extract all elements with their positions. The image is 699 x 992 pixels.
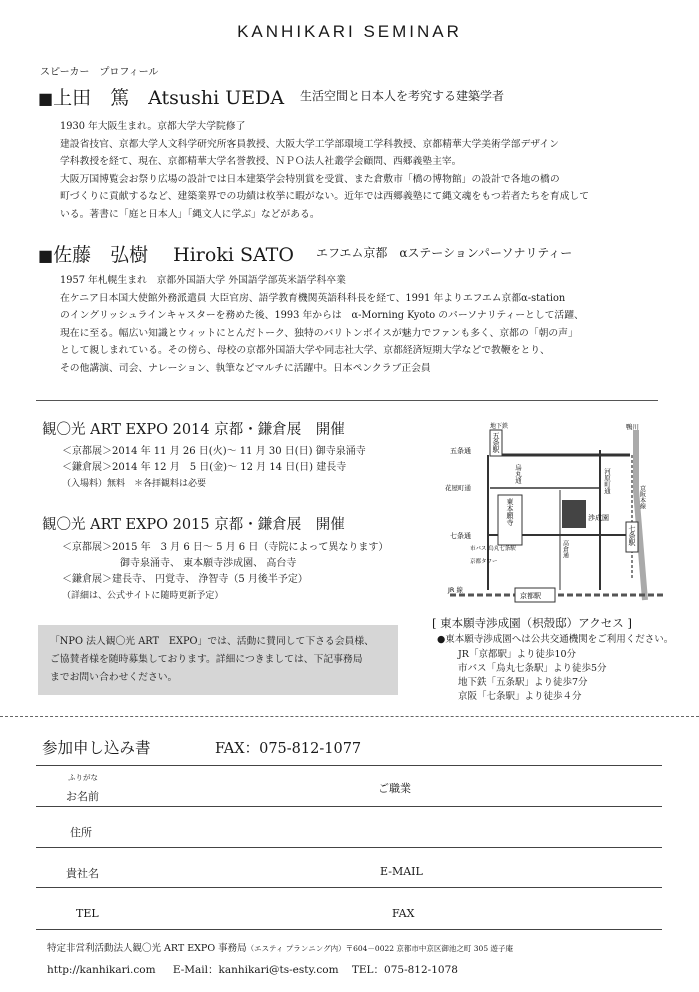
access-route: 市バス「烏丸七条駅」より徒歩5分 (458, 663, 607, 674)
schedule-line: 御寺泉涌寺、 東本願寺渉成園、 高台寺 (120, 558, 297, 569)
map-label-kaoku: 花屋町通 (445, 484, 471, 492)
schedule-line: ＜鎌倉展＞建長寺、 円覚寺、 浄智寺（5 月後半予定） (62, 574, 308, 585)
speaker-ueda-name (38, 83, 284, 110)
bio-line: 町づくりに貢献するなど、建築業界での功績は枚挙に暇がない。近年では西郷義塾にて縄文魂をもつ若者たちを育成して (60, 191, 590, 202)
member-recruit-box (38, 625, 398, 695)
river-shape (636, 430, 645, 600)
email-label: E-MAIL (380, 865, 423, 878)
schedule-line: ＜京都展＞2014 年 11 月 26 日(火)～ 11 月 30 日(日) 御寺泉涌寺 (62, 446, 366, 457)
page-title: KANHIKARI SEMINAR (237, 22, 462, 41)
recruit-line: ご協賛者様を随時募集しております。詳細につきましては、下記事務局 (50, 654, 363, 665)
speaker-sato-name (38, 240, 294, 267)
access-route: 地下鉄「五条駅」より徒歩7分 (458, 677, 588, 688)
access-routes (458, 648, 607, 704)
bio-line: 学科教授を経て、現在、京都精華大学名誉教授、ＮＰＯ法人社叢学会顧問、西郷義塾主宰。 (60, 156, 462, 167)
footer-org-detail: （エスティ プランニング内）〒604－0022 京都市中京区御池之町 305 遊子庵 (246, 944, 513, 953)
recruit-line: 「NPO 法人観〇光 ART EXPO」では、活動に賛同して下さる会員様、 (50, 636, 374, 647)
form-rule (36, 847, 662, 848)
speaker-sato-bio (60, 272, 584, 377)
footer-org-name: 特定非営利活動法人観〇光 ART EXPO 事務局 (47, 943, 247, 954)
application-fax-number: FAX：075-812-1077 (215, 741, 362, 757)
access-intro: ●東本願寺渉成園へは公共交通機関をご利用ください。 (437, 634, 674, 645)
map-label-karasuma: 烏丸通 (514, 464, 522, 484)
map-label-takakura: 高倉通 (561, 540, 569, 558)
expo-2014-heading: 観〇光 ART EXPO 2014 京都・鎌倉展 開催 (42, 422, 345, 438)
map-label-keihan-line: 京阪本線 (638, 485, 646, 509)
map-label-gojo-dori: 五条通 (450, 447, 471, 455)
shoseien-block (562, 500, 586, 528)
form-rule (36, 887, 662, 888)
access-heading: [ 東本願寺渉成園（枳殻邸）アクセス ] (432, 616, 632, 630)
expo-2015-note: （詳細は、公式サイトに随時更新予定） (62, 591, 224, 601)
access-route: JR「京都駅」より徒歩10分 (458, 649, 577, 660)
footer-organization (47, 940, 513, 954)
map-label-shichijo-dori: 七条通 (450, 532, 471, 540)
section-divider (36, 400, 658, 401)
speaker-ueda-role: 生活空間と日本人を考究する建築学者 (300, 89, 505, 103)
expo-2014-schedule (62, 444, 366, 492)
map-label-subway: 地下鉄 (490, 423, 509, 430)
expo-2015-schedule (62, 540, 388, 604)
speaker-ueda-bio (60, 118, 589, 223)
expo-2014-note: （入場料）無料 ＊各拝観料は必要 (62, 479, 207, 489)
application-form-title: 参加申し込み書 (42, 739, 151, 757)
access-route: 京阪「七条駅」より徒歩４分 (458, 691, 582, 702)
speaker-profile-label: スピーカー プロフィール (40, 67, 159, 78)
expo-2015-heading: 観〇光 ART EXPO 2015 京都・鎌倉展 開催 (42, 517, 345, 533)
map-label-shoseien: 渉成園 (588, 514, 609, 522)
map-label-higashi-honganji: 東本願寺 (506, 498, 514, 526)
map-label-city-bus: 市バス 烏丸七条駅 (470, 546, 516, 552)
furigana-label: ふりがな (68, 773, 98, 782)
access-map (440, 420, 670, 605)
square-marker-icon: ■ (38, 89, 54, 108)
bio-line: 1930 年大阪生まれ。京都大学大学院修了 (60, 121, 246, 132)
occupation-label: ご職業 (378, 782, 411, 795)
bio-line: のイングリッシュラインキャスターを務めた後、1993 年からは α-Morning Kyoto のパーソナリティーとして活躍、 (60, 310, 584, 321)
bio-line: として親しまれている。その傍ら、母校の京都外国語大学や同志社大学、京都経済短期大学などで教鞭をとり、 (60, 345, 550, 356)
cut-line (0, 716, 699, 717)
form-rule (36, 806, 662, 807)
footer-url-link[interactable]: http://kanhikari.com (47, 964, 156, 976)
map-label-jr-line: JR 線 (448, 586, 463, 594)
form-rule (36, 929, 662, 930)
speaker-name-text: 上田 篤 Atsushi UEDA (53, 87, 285, 109)
footer-contact (47, 962, 458, 977)
square-marker-icon: ■ (38, 246, 54, 265)
address-label: 住所 (70, 826, 92, 839)
bio-line: 建設省技官、京都大学人文科学研究所客員教授、大阪大学工学部環境工学科教授、京都精華大学美術学部デザイン (60, 138, 559, 150)
company-label: 貴社名 (66, 867, 99, 880)
name-label: お名前 (66, 790, 99, 803)
schedule-line: ＜京都展＞2015 年 3 月 6 日～ 5 月 6 日（寺院によって異なります） (62, 542, 389, 553)
bio-line: 1957 年札幌生まれ 京都外国語大学 外国語学部英米語学科卒業 (60, 275, 346, 286)
map-label-gojo-station: 五条駅 (492, 432, 500, 453)
schedule-line: ＜鎌倉展＞2014 年 12 月 5 日(金)～ 12 月 14 日(日) 建長寺 (62, 462, 347, 473)
bio-line: その他講演、司会、ナレーション、執筆などマルチに活躍中。日本ペンクラブ正会員 (60, 362, 431, 374)
bio-line: 現在に至る。幅広い知識とウィットにとんだトーク、独特のバリトンボイスが魅力でファンも多く、京都の「朝の声」 (60, 327, 578, 339)
recruit-line: までお問い合わせください。 (50, 672, 178, 683)
map-label-kyoto-tower: 京都タワー (470, 559, 498, 565)
map-label-shichijo-station: 七条駅 (628, 525, 636, 546)
footer-tel: TEL：075-812-1078 (351, 964, 458, 976)
tel-label: TEL (76, 907, 99, 920)
map-label-kawaramachi: 河原町通 (603, 468, 611, 494)
form-rule (36, 765, 662, 766)
map-label-kyoto-station: 京都駅 (520, 592, 541, 600)
footer-email-link[interactable]: E-Mail：kanhikari@ts-esty.com (172, 964, 339, 976)
speaker-name-text: 佐藤 弘樹 Hiroki SATO (53, 244, 294, 266)
map-label-kamogawa: 鴨川 (626, 423, 639, 431)
fax-label: FAX (392, 907, 415, 920)
bio-line: いる。著書に「庭と日本人」「縄文人に学ぶ」などがある。 (60, 208, 320, 220)
bio-line: 大阪万国博覧会お祭り広場の設計では日本建築学会特別賞を受賞、また倉敷市「橋の博物館」の設計で各地の橋の (60, 173, 560, 185)
speaker-sato-role: エフエム京都 αステーションパーソナリティー (316, 246, 573, 260)
bio-line: 在ケニア日本国大使館外務派遣員 大臣官房、語学教育機関英語科科長を経て、1991 年よりエフエム京都α-station (60, 292, 566, 304)
